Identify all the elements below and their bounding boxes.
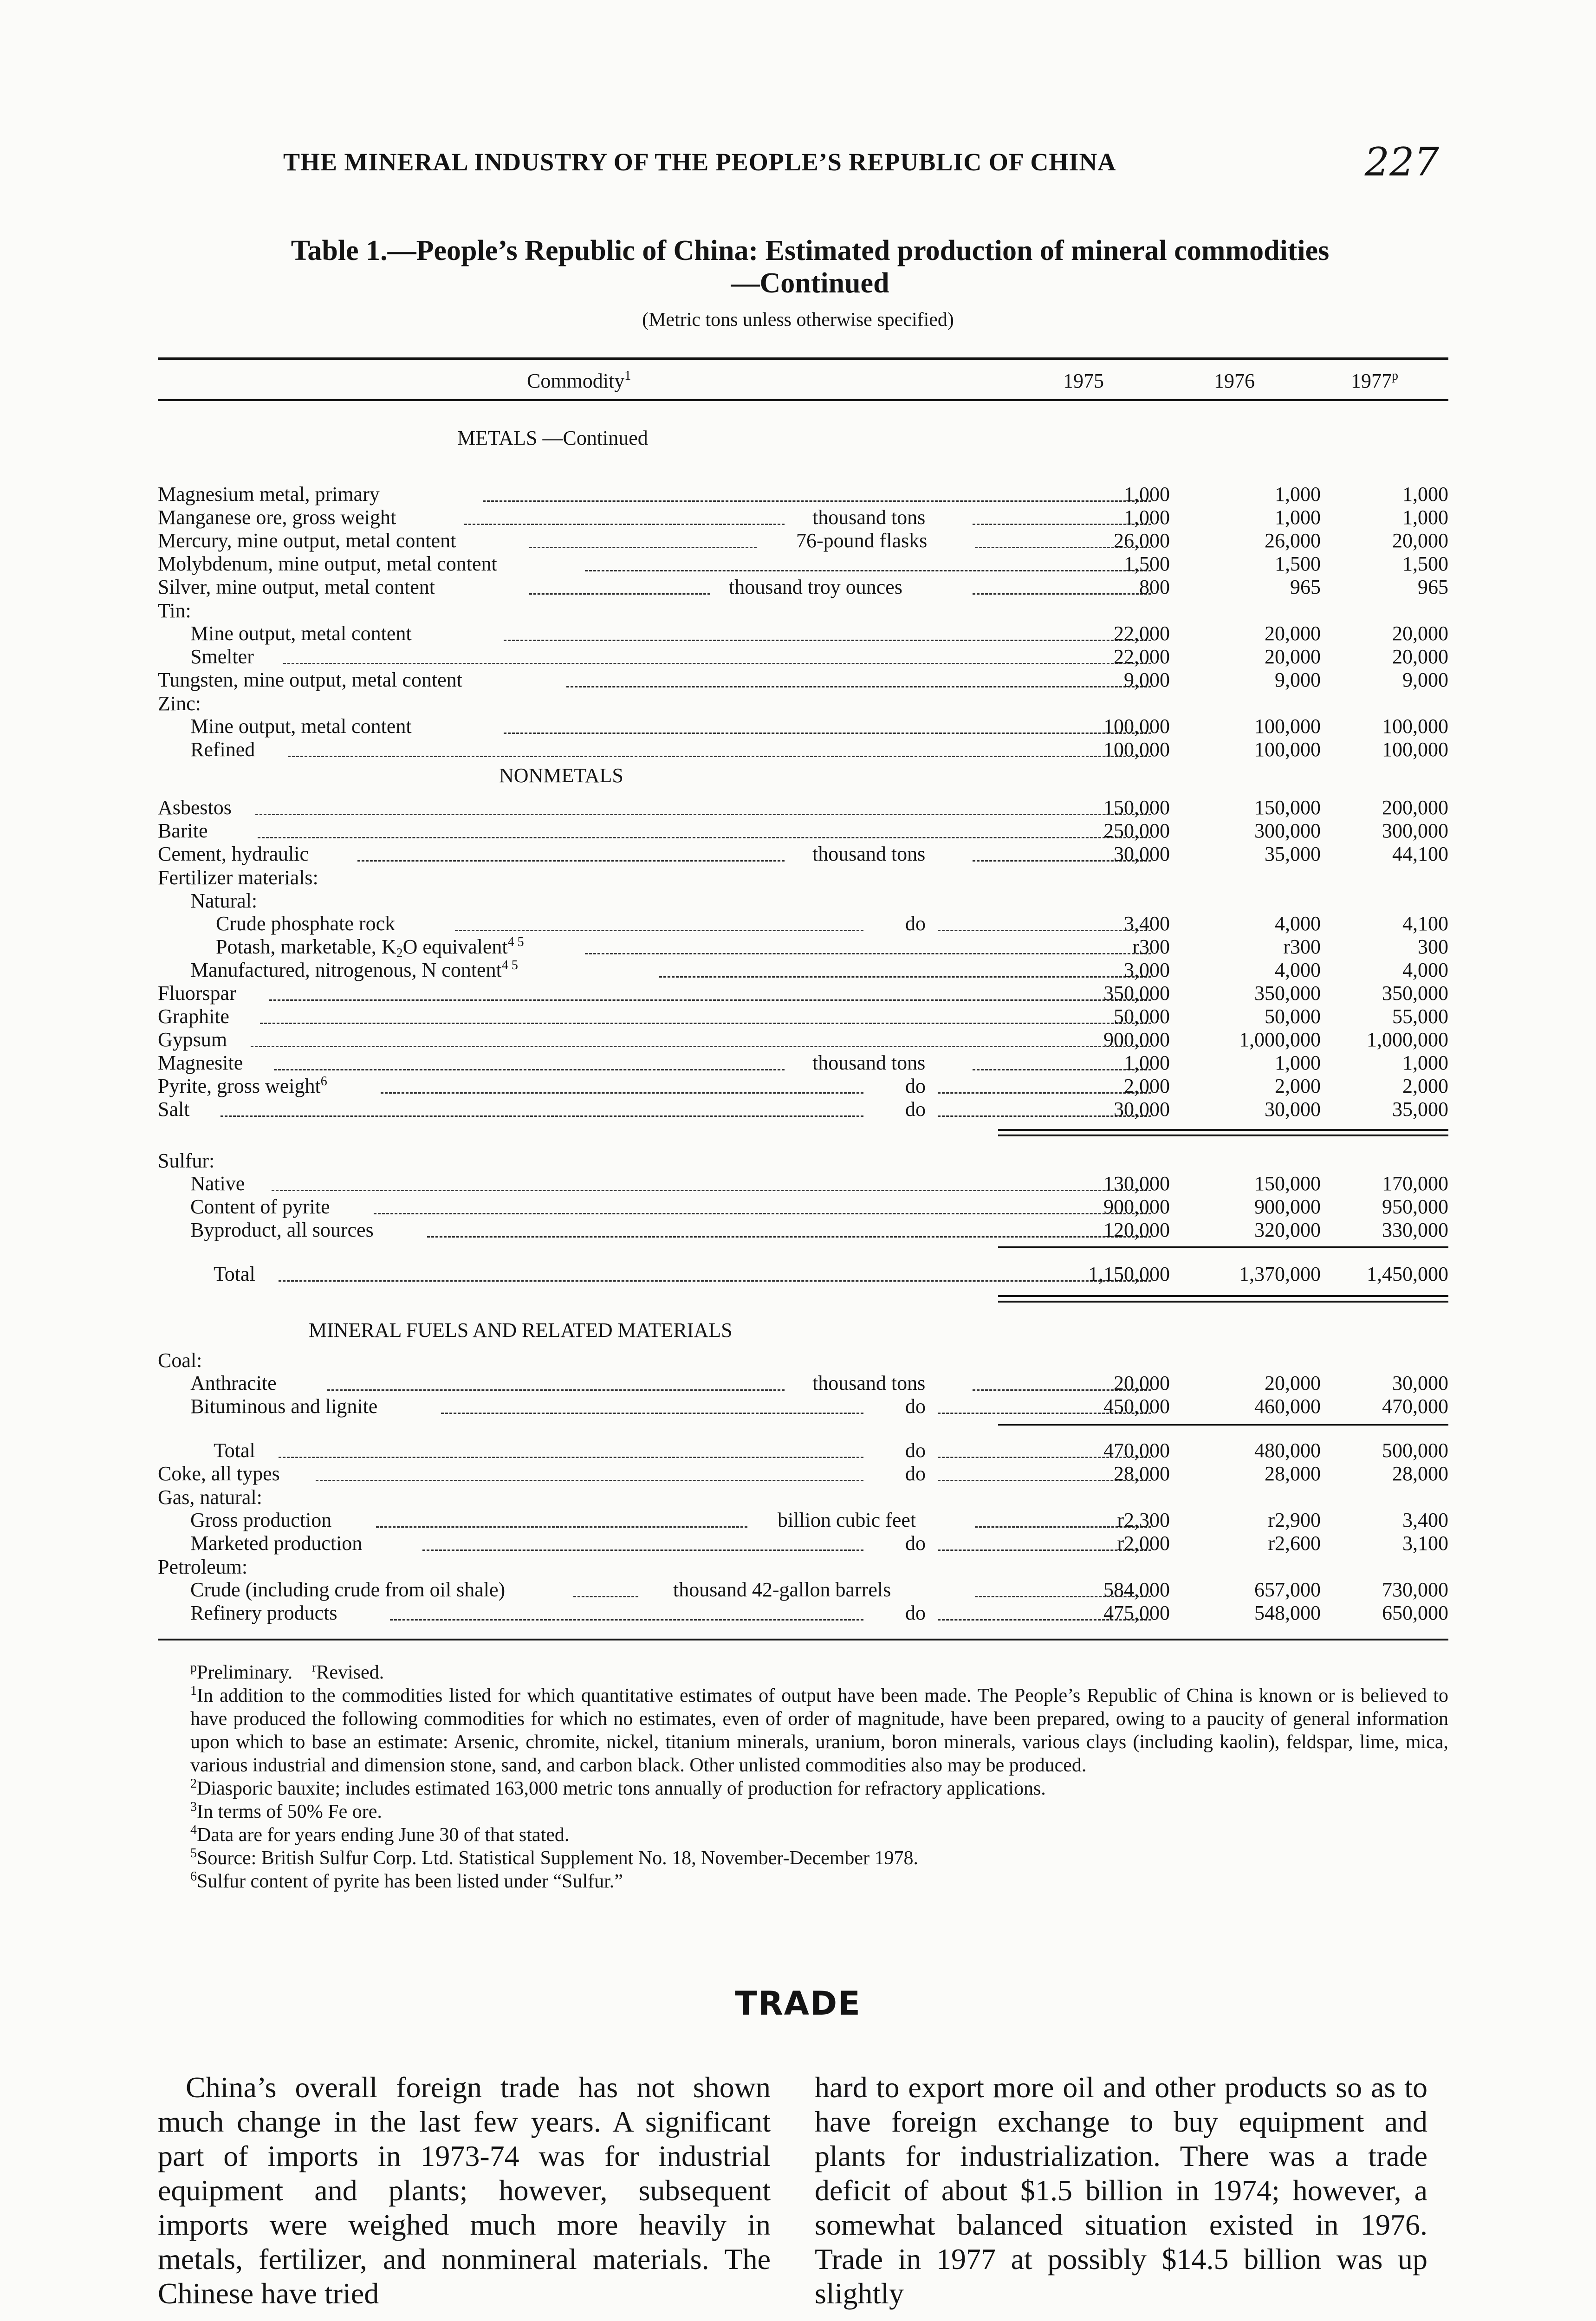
- row-label: Tungsten, mine output, metal content: [158, 668, 462, 691]
- row-label: Crude (including crude from oil shale): [190, 1578, 506, 1601]
- value-1976: 20,000: [1265, 622, 1321, 645]
- value-1976: 1,370,000: [1239, 1263, 1321, 1285]
- row-unit: do: [905, 1462, 926, 1485]
- value-1975: 900,000: [1103, 1195, 1170, 1218]
- row-label: Total: [214, 1263, 255, 1285]
- table-row: [158, 1028, 1448, 1051]
- value-1977: 1,000: [1402, 1051, 1448, 1074]
- value-1976: 1,000: [1275, 1051, 1321, 1074]
- value-1977: 1,000,000: [1367, 1028, 1448, 1051]
- value-1975: r2,300: [1117, 1509, 1170, 1531]
- value-1976: 4,000: [1275, 912, 1321, 935]
- value-1975: 800: [1139, 576, 1170, 598]
- value-1975: 1,150,000: [1088, 1263, 1170, 1285]
- row-label: Mine output, metal content: [190, 715, 412, 738]
- table-row: [158, 1509, 1448, 1532]
- section-nonmetals: NONMETALS: [499, 764, 623, 787]
- footnote-legend: $^p$Preliminary. $^r$Revised.: [190, 1660, 384, 1683]
- value-1976: 1,000,000: [1239, 1028, 1321, 1051]
- value-1977: 2,000: [1402, 1075, 1448, 1097]
- value-1976: 100,000: [1254, 715, 1321, 738]
- value-1975: 100,000: [1103, 715, 1170, 738]
- value-1976: 28,000: [1265, 1462, 1321, 1485]
- group-zinc: Zinc:: [158, 692, 201, 715]
- value-1975: 120,000: [1103, 1219, 1170, 1241]
- value-1976: 965: [1290, 576, 1321, 598]
- row-label: Crude phosphate rock: [216, 912, 396, 935]
- table-row: [158, 982, 1448, 1005]
- row-label: Asbestos: [158, 796, 232, 819]
- value-1975: 584,000: [1103, 1578, 1170, 1601]
- value-1977: 9,000: [1402, 668, 1448, 691]
- value-1975: 350,000: [1103, 982, 1170, 1005]
- value-1976: 50,000: [1265, 1005, 1321, 1028]
- table-row: [158, 483, 1448, 506]
- value-1975: 9,000: [1124, 668, 1170, 691]
- row-label: Coke, all types: [158, 1462, 280, 1485]
- total-rule: [998, 1424, 1448, 1426]
- value-1977: 28,000: [1392, 1462, 1448, 1485]
- row-unit: do: [905, 1098, 926, 1121]
- table-row: [158, 738, 1448, 761]
- table-row: [158, 529, 1448, 552]
- row-label: Mercury, mine output, metal content: [158, 529, 456, 552]
- row-unit: thousand tons: [812, 506, 926, 529]
- group-sulfur: Sulfur:: [158, 1149, 215, 1172]
- value-1975: 150,000: [1103, 796, 1170, 819]
- row-label: Salt: [158, 1098, 190, 1121]
- table-row: [158, 1532, 1448, 1555]
- table-row: [158, 1005, 1448, 1028]
- table-top-rule: [158, 357, 1448, 360]
- row-label: Gross production: [190, 1509, 332, 1531]
- value-1975: 22,000: [1114, 622, 1170, 645]
- group-gas: Gas, natural:: [158, 1486, 262, 1509]
- value-1977: 170,000: [1382, 1172, 1448, 1195]
- value-1975: 30,000: [1114, 843, 1170, 865]
- value-1977: 330,000: [1382, 1219, 1448, 1241]
- row-label: Native: [190, 1172, 245, 1195]
- page-number: 227: [1364, 139, 1439, 185]
- row-label: Barite: [158, 819, 208, 842]
- value-1975: 50,000: [1114, 1005, 1170, 1028]
- group-petroleum: Petroleum:: [158, 1556, 248, 1578]
- table-row: [158, 1578, 1448, 1601]
- value-1976: 26,000: [1265, 529, 1321, 552]
- row-unit: thousand troy ounces: [729, 576, 902, 598]
- row-label: Refined: [190, 738, 255, 761]
- value-1976: 320,000: [1254, 1219, 1321, 1241]
- section-metals: METALS —Continued: [457, 427, 648, 449]
- value-1977: 3,400: [1402, 1509, 1448, 1531]
- row-label: Total: [214, 1439, 255, 1462]
- value-1977: 950,000: [1382, 1195, 1448, 1218]
- table-row: [158, 1219, 1448, 1242]
- row-label: Pyrite, gross weight$^6$: [158, 1074, 327, 1097]
- value-1976: 480,000: [1254, 1439, 1321, 1462]
- table-bottom-rule: [158, 1639, 1448, 1640]
- table-row: [158, 1372, 1448, 1395]
- row-unit: thousand tons: [812, 1372, 926, 1394]
- value-1975: 3,400: [1124, 912, 1170, 935]
- group-natural: Natural:: [190, 889, 258, 912]
- table-row: [158, 1395, 1448, 1418]
- group-coal: Coal:: [158, 1349, 202, 1372]
- value-1976: 20,000: [1265, 1372, 1321, 1394]
- footnote-1: $^1$In addition to the commodities listed for which quantitative estimates of output have been made. The People’s Republic of China is known or is believed to have produced the following commodities for which no estimates, even of order of magnitude, have been prepared, owing to a paucity of general information upon which to base an estimate: Arsenic, chromite, nickel, titanium minerals, uranium, boron minerals, various clays (including kaolin), feldspar, lime, mica, various industrial and dimension stone, sand, and carbon black. Other unlisted commodities also may be produced.: [190, 1684, 1448, 1776]
- row-label: Anthracite: [190, 1372, 277, 1394]
- value-1977: 730,000: [1382, 1578, 1448, 1601]
- value-1977: 20,000: [1392, 645, 1448, 668]
- value-1977: 1,000: [1402, 506, 1448, 529]
- value-1976: 4,000: [1275, 959, 1321, 981]
- value-1975: 1,500: [1124, 552, 1170, 575]
- value-1975: 3,000: [1124, 959, 1170, 981]
- value-1975: 28,000: [1114, 1462, 1170, 1485]
- row-label: Magnesium metal, primary: [158, 483, 380, 506]
- table-row: [158, 1439, 1448, 1462]
- value-1977: 20,000: [1392, 529, 1448, 552]
- value-1976: r300: [1283, 935, 1321, 958]
- row-label: Content of pyrite: [190, 1195, 330, 1218]
- value-1975: r2,000: [1117, 1532, 1170, 1555]
- total-rule: [998, 1246, 1448, 1248]
- value-1976: 657,000: [1254, 1578, 1321, 1601]
- value-1976: 2,000: [1275, 1075, 1321, 1097]
- column-header-commodity: Commodity$^1$: [527, 369, 631, 392]
- value-1977: 4,100: [1402, 912, 1448, 935]
- table-row: [158, 576, 1448, 599]
- value-1977: 470,000: [1382, 1395, 1448, 1418]
- value-1977: 650,000: [1382, 1601, 1448, 1624]
- row-label: Smelter: [190, 645, 254, 668]
- column-header-1975: 1975: [1063, 370, 1104, 392]
- row-label: Bituminous and lignite: [190, 1395, 378, 1418]
- value-1975: 900,000: [1103, 1028, 1170, 1051]
- row-label: Fluorspar: [158, 982, 236, 1005]
- value-1977: 300: [1418, 935, 1448, 958]
- row-label: Cement, hydraulic: [158, 843, 309, 865]
- total-double-rule: [998, 1301, 1448, 1303]
- footnote-6: $^6$Sulfur content of pyrite has been listed under “Sulfur.”: [190, 1869, 623, 1892]
- column-header-1976: 1976: [1214, 370, 1255, 392]
- row-label: Gypsum: [158, 1028, 227, 1051]
- value-1977: 965: [1418, 576, 1448, 598]
- column-header-1977: 1977$^p$: [1351, 369, 1398, 392]
- table-row: [158, 1172, 1448, 1195]
- value-1976: 30,000: [1265, 1098, 1321, 1121]
- table-row: [158, 1075, 1448, 1098]
- value-1976: 150,000: [1254, 1172, 1321, 1195]
- value-1976: 9,000: [1275, 668, 1321, 691]
- table-row: [158, 1263, 1448, 1286]
- value-1976: 20,000: [1265, 645, 1321, 668]
- trade-column-left: [158, 2070, 771, 2311]
- row-label: Refinery products: [190, 1601, 337, 1624]
- row-unit: do: [905, 1601, 926, 1624]
- value-1975: 20,000: [1114, 1372, 1170, 1394]
- group-fertilizer: Fertilizer materials:: [158, 866, 318, 889]
- value-1976: 460,000: [1254, 1395, 1321, 1418]
- row-unit: do: [905, 1439, 926, 1462]
- value-1977: 350,000: [1382, 982, 1448, 1005]
- row-unit: thousand tons: [812, 1051, 926, 1074]
- row-unit: thousand 42-gallon barrels: [673, 1578, 891, 1601]
- row-unit: do: [905, 1075, 926, 1097]
- table-row: [158, 819, 1448, 843]
- value-1975: 30,000: [1114, 1098, 1170, 1121]
- table-row: [158, 1601, 1448, 1625]
- value-1977: 4,000: [1402, 959, 1448, 981]
- running-title: THE MINERAL INDUSTRY OF THE PEOPLE’S REPUBLIC OF CHINA: [283, 148, 1116, 176]
- value-1977: 30,000: [1392, 1372, 1448, 1394]
- row-label: Graphite: [158, 1005, 229, 1028]
- table-title-line-2: —Continued: [731, 267, 889, 299]
- section-fuels: MINERAL FUELS AND RELATED MATERIALS: [309, 1319, 733, 1342]
- row-unit: do: [905, 1532, 926, 1555]
- footnotes: [158, 1661, 1448, 1893]
- value-1975: 22,000: [1114, 645, 1170, 668]
- value-1976: 350,000: [1254, 982, 1321, 1005]
- value-1975: 250,000: [1103, 819, 1170, 842]
- value-1977: 1,450,000: [1367, 1263, 1448, 1285]
- value-1977: 20,000: [1392, 622, 1448, 645]
- table-row: [158, 668, 1448, 692]
- subtotal-rule: [998, 1135, 1448, 1136]
- value-1975: 470,000: [1103, 1439, 1170, 1462]
- value-1976: 1,500: [1275, 552, 1321, 575]
- value-1975: 1,000: [1124, 506, 1170, 529]
- value-1977: 1,500: [1402, 552, 1448, 575]
- value-1975: 100,000: [1103, 738, 1170, 761]
- trade-column-right: [815, 2070, 1427, 2311]
- value-1976: 300,000: [1254, 819, 1321, 842]
- table-row: [158, 1098, 1448, 1121]
- trade-paragraph-right: hard to export more oil and other products so as to have foreign exchange to buy equipment and plants for industrialization. There was a trade deficit of about $1.5 billion in 1974; however, a somewhat balanced situation existed in 1976. Trade in 1977 at possibly $14.5 billion was up slightly: [815, 2071, 1427, 2310]
- row-unit: thousand tons: [812, 843, 926, 865]
- row-unit: do: [905, 1395, 926, 1418]
- value-1975: 26,000: [1114, 529, 1170, 552]
- value-1975: r300: [1132, 935, 1170, 958]
- footnote-4: $^4$Data are for years ending June 30 of that stated.: [190, 1823, 570, 1846]
- table-row: [158, 912, 1448, 935]
- value-1976: 1,000: [1275, 506, 1321, 529]
- value-1975: 1,000: [1124, 483, 1170, 506]
- table-title: [195, 234, 1425, 299]
- table-row: [158, 935, 1448, 959]
- value-1976: 100,000: [1254, 738, 1321, 761]
- table-row: [158, 506, 1448, 529]
- row-unit: billion cubic feet: [778, 1509, 916, 1531]
- row-label: Marketed production: [190, 1532, 363, 1555]
- table-row: [158, 1051, 1448, 1075]
- value-1977: 200,000: [1382, 796, 1448, 819]
- table-row: [158, 959, 1448, 982]
- value-1977: 500,000: [1382, 1439, 1448, 1462]
- table-row: [158, 843, 1448, 866]
- table-row: [158, 645, 1448, 668]
- row-unit: 76-pound flasks: [796, 529, 928, 552]
- footnote-2: $^2$Diasporic bauxite; includes estimated 163,000 metric tons annually of production for refractory applications.: [190, 1776, 1046, 1799]
- value-1977: 35,000: [1392, 1098, 1448, 1121]
- value-1975: 2,000: [1124, 1075, 1170, 1097]
- value-1977: 3,100: [1402, 1532, 1448, 1555]
- value-1975: 475,000: [1103, 1601, 1170, 1624]
- row-label: Byproduct, all sources: [190, 1219, 374, 1241]
- subtotal-rule: [998, 1129, 1448, 1131]
- trade-heading: TRADE: [735, 1984, 861, 2023]
- row-label: Molybdenum, mine output, metal content: [158, 552, 497, 575]
- row-label: Magnesite: [158, 1051, 243, 1074]
- table-subtitle: (Metric tons unless otherwise specified): [642, 309, 954, 331]
- table-row: [158, 796, 1448, 819]
- value-1976: 548,000: [1254, 1601, 1321, 1624]
- value-1977: 300,000: [1382, 819, 1448, 842]
- row-label: Mine output, metal content: [190, 622, 412, 645]
- value-1976: 150,000: [1254, 796, 1321, 819]
- total-double-rule: [998, 1295, 1448, 1297]
- value-1975: 130,000: [1103, 1172, 1170, 1195]
- row-label: Manufactured, nitrogenous, N content$^{4 5}$: [190, 958, 518, 981]
- table-title-line-1: Table 1.—People’s Republic of China: Estimated production of mineral commodities: [291, 235, 1330, 266]
- value-1977: 100,000: [1382, 738, 1448, 761]
- value-1976: 900,000: [1254, 1195, 1321, 1218]
- row-label: Silver, mine output, metal content: [158, 576, 435, 598]
- row-label: Manganese ore, gross weight: [158, 506, 396, 529]
- group-tin: Tin:: [158, 599, 191, 622]
- row-unit: do: [905, 912, 926, 935]
- value-1977: 100,000: [1382, 715, 1448, 738]
- value-1975: 450,000: [1103, 1395, 1170, 1418]
- table-row: [158, 1462, 1448, 1485]
- footnote-5: $^5$Source: British Sulfur Corp. Ltd. Statistical Supplement No. 18, November-December 1978.: [190, 1846, 919, 1869]
- value-1977: 1,000: [1402, 483, 1448, 506]
- value-1977: 44,100: [1392, 843, 1448, 865]
- header-bottom-rule: [158, 399, 1448, 401]
- value-1977: 55,000: [1392, 1005, 1448, 1028]
- table-row: [158, 622, 1448, 645]
- value-1975: 1,000: [1124, 1051, 1170, 1074]
- value-1976: r2,600: [1268, 1532, 1321, 1555]
- row-label: Potash, marketable, $K_2O$ equivalent$^{4 5}$: [216, 935, 524, 960]
- trade-paragraph-left: China’s overall foreign trade has not shown much change in the last few years. A significant part of imports in 1973-74 was for industrial equipment and plants; however, subsequent imports were weighed much more heavily in metals, fertilizer, and nonmineral materials. The Chinese have tried: [158, 2071, 771, 2310]
- table-row: [158, 552, 1448, 576]
- value-1976: 35,000: [1265, 843, 1321, 865]
- value-1976: 1,000: [1275, 483, 1321, 506]
- footnote-3: $^3$In terms of 50% Fe ore.: [190, 1800, 382, 1822]
- value-1976: r2,900: [1268, 1509, 1321, 1531]
- table-row: [158, 715, 1448, 738]
- table-row: [158, 1195, 1448, 1219]
